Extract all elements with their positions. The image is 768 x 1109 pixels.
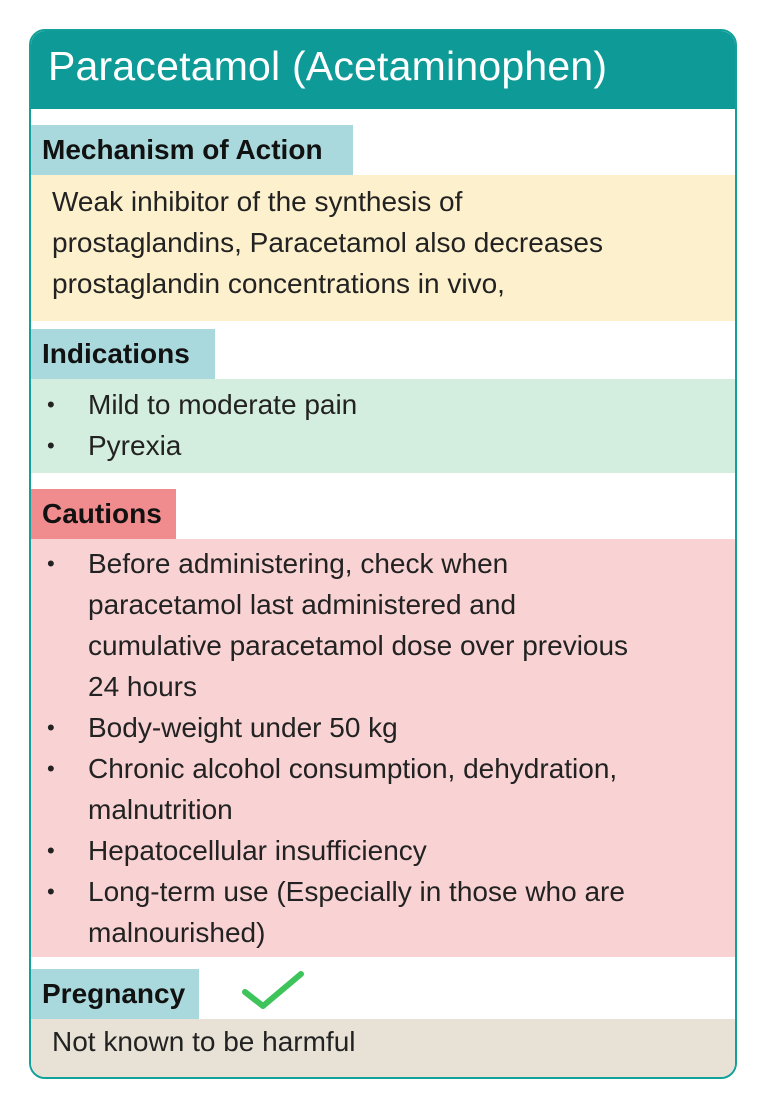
mechanism-line: Weak inhibitor of the synthesis of — [52, 186, 463, 217]
bullet-icon: • — [47, 551, 55, 576]
cautions-heading: Cautions — [31, 489, 176, 539]
list-item: • Long-term use (Especially in those who are malnourished) — [31, 871, 725, 953]
list-item: • Hepatocellular insufficiency — [31, 830, 725, 871]
mechanism-text — [52, 181, 715, 304]
bullet-icon: • — [47, 433, 55, 458]
bullet-icon: • — [47, 392, 55, 417]
list-item: • Mild to moderate pain — [31, 384, 725, 425]
pregnancy-heading: Pregnancy — [31, 969, 199, 1019]
cautions-list — [31, 543, 725, 953]
list-item: • Chronic alcohol consumption, dehydration, malnutrition — [31, 748, 725, 830]
indications-list — [31, 384, 725, 466]
indications-heading: Indications — [31, 329, 215, 379]
mechanism-line: prostaglandins, Paracetamol also decreases — [52, 227, 603, 258]
bullet-icon: • — [47, 715, 55, 740]
cautions-box — [31, 539, 735, 957]
mechanism-line: prostaglandin concentrations in vivo, — [52, 268, 505, 299]
card-header — [31, 31, 735, 109]
bullet-icon: • — [47, 838, 55, 863]
mechanism-heading: Mechanism of Action — [31, 125, 353, 175]
mechanism-box — [31, 175, 735, 321]
pregnancy-box — [31, 1019, 735, 1077]
bullet-icon: • — [47, 879, 55, 904]
checkmark-icon — [241, 968, 305, 1012]
list-item: • Pyrexia — [31, 425, 725, 466]
bullet-icon: • — [47, 756, 55, 781]
list-item: • Before administering, check when paracetamol last administered and cumulative paracetamol dose over previous 24 hours — [31, 543, 725, 707]
indications-box — [31, 379, 735, 473]
list-item: • Body-weight under 50 kg — [31, 707, 725, 748]
pregnancy-text: Not known to be harmful — [52, 1026, 356, 1057]
drug-title: Paracetamol (Acetaminophen) — [48, 43, 608, 89]
drug-card — [29, 29, 737, 1079]
